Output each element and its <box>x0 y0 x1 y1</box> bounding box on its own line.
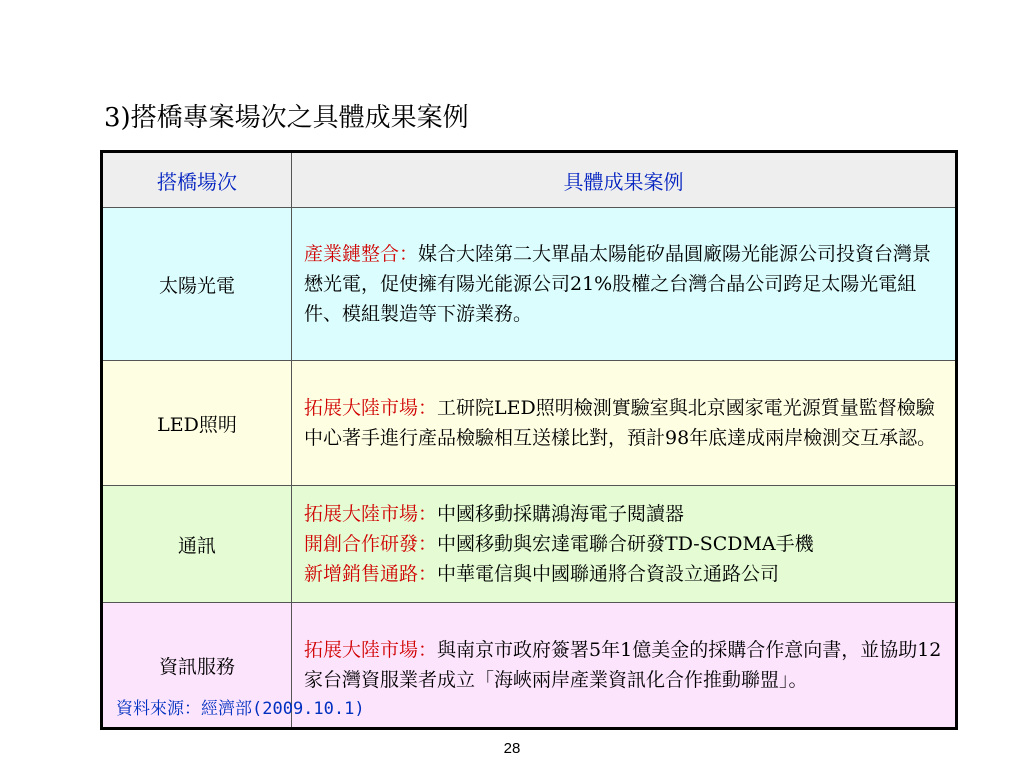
item-label: 新增銷售通路： <box>304 563 438 585</box>
results-table-container <box>100 150 958 691</box>
header-session: 搭橋場次 <box>102 152 292 208</box>
table-row <box>102 486 957 603</box>
data-source-note: 資料來源：經濟部(2009.10.1) <box>116 699 365 719</box>
item-line <box>304 499 945 529</box>
item-text: 中國移動與宏達電聯合研發TD-SCDMA手機 <box>437 533 814 555</box>
item-text: 與南京市政府簽署5年1億美金的採購合作意向書，並協助12家台灣資服業者成立「海峽兩岸產業資訊化合作推動聯盟」。 <box>304 639 942 691</box>
row-description <box>292 603 957 729</box>
row-category: 資訊服務 <box>102 603 292 729</box>
item-label: 拓展大陸市場： <box>304 639 438 661</box>
row-category: LED照明 <box>102 361 292 486</box>
row-category: 太陽光電 <box>102 208 292 361</box>
row-description <box>292 361 957 486</box>
table-header-row <box>102 152 957 208</box>
item-label: 拓展大陸市場： <box>304 503 438 525</box>
row-description <box>292 486 957 603</box>
item-label: 拓展大陸市場： <box>304 397 438 419</box>
item-text: 中國移動採購鴻海電子閱讀器 <box>437 503 685 525</box>
item-text: 工研院LED照明檢測實驗室與北京國家電光源質量監督檢驗中心著手進行產品檢驗相互送樣比對，預計98年底達成兩岸檢測交互承認。 <box>304 397 937 449</box>
item-label: 開創合作研發： <box>304 533 438 555</box>
table-row <box>102 208 957 361</box>
item-text: 中華電信與中國聯通將合資設立通路公司 <box>437 563 780 585</box>
row-category: 通訊 <box>102 486 292 603</box>
header-results: 具體成果案例 <box>292 152 957 208</box>
results-table <box>100 150 958 730</box>
item-label: 產業鏈整合： <box>304 243 419 265</box>
table-row <box>102 361 957 486</box>
slide-title: 3)搭橋專案場次之具體成果案例 <box>104 103 469 133</box>
item-line <box>304 559 945 589</box>
page-number: 28 <box>503 740 521 757</box>
row-description <box>292 208 957 361</box>
item-line <box>304 529 945 559</box>
item-text: 媒合大陸第二大單晶太陽能矽晶圓廠陽光能源公司投資台灣景懋光電，促使擁有陽光能源公司21%股權之台灣合晶公司跨足太陽光電組件、模組製造等下游業務。 <box>304 243 932 325</box>
